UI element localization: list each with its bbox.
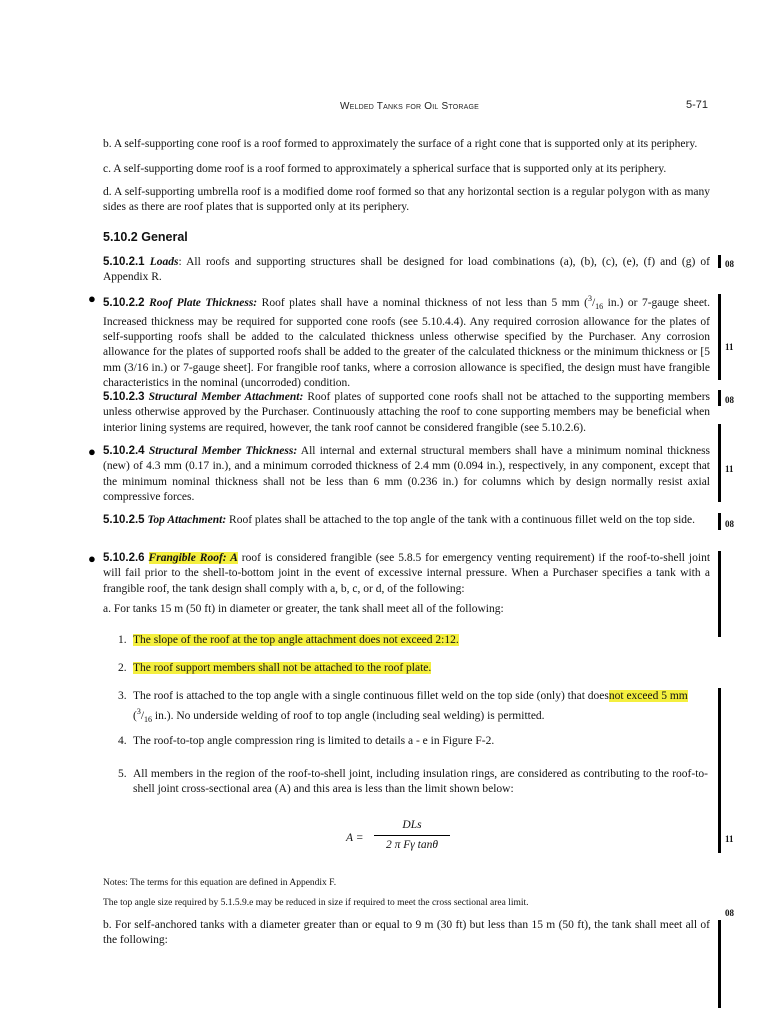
clause-5-10-2-3 bbox=[103, 390, 710, 436]
running-header: Welded Tanks for Oil Storage bbox=[340, 101, 479, 112]
clause-title: Roof Plate Thickness: bbox=[149, 296, 258, 309]
clause-number: 5.10.2.6 bbox=[103, 552, 145, 564]
clause-body-a: Roof plates shall have a nominal thickness of not less than 5 mm ( bbox=[257, 296, 588, 309]
item-number: 4. bbox=[118, 735, 127, 747]
margin-mark: 08 bbox=[725, 395, 734, 405]
section-heading: 5.10.2 General bbox=[103, 230, 188, 244]
fraction-bar bbox=[374, 835, 450, 836]
margin-mark: 11 bbox=[725, 342, 734, 352]
item-2 bbox=[133, 661, 708, 676]
clause-title: Structural Member Thickness: bbox=[148, 445, 298, 457]
revision-bullet: ● bbox=[88, 551, 96, 566]
clause-5-10-2-5 bbox=[103, 513, 710, 528]
intro-item-d: d. A self-supporting umbrella roof is a modified dome roof formed so that any horizontal section is a regular polygon with as many sides as there are roof plates that is supported only at its periphery. bbox=[103, 186, 710, 214]
clause-number: 5.10.2.1 bbox=[103, 256, 145, 268]
revision-bar bbox=[718, 424, 721, 502]
note-terms: Notes: The terms for this equation are defined in Appendix F. bbox=[103, 878, 337, 888]
clause-body: All internal and external structural members shall have a minimum nominal thickness (new) of 4.3 mm (0.17 in.), and a minimum corroded thickness of 2.4 mm (0.094 in.), respectively, in any component, except that the minimum nominal thickness shall not be less than 6 mm (0.236 in.) for columns which by design normally resist axial compressive forces. bbox=[103, 445, 711, 504]
condition-b: b. For self-anchored tanks with a diameter greater than or equal to 9 m (30 ft) but less than 15 m (50 ft), the tank shall meet all of the following: bbox=[103, 919, 710, 947]
margin-mark: 11 bbox=[725, 834, 734, 844]
note-top-angle: The top angle size required by 5.1.5.9.e may be reduced in size if required to meet the cross sectional area limit. bbox=[103, 898, 529, 908]
margin-mark: 08 bbox=[725, 259, 734, 269]
clause-number: 5.10.2.3 bbox=[103, 391, 145, 403]
revision-bar bbox=[718, 255, 721, 268]
revision-bullet: ● bbox=[88, 444, 96, 459]
clause-body-b: in.) or 7-gauge sheet. Increased thickness may be required for supported cone roofs (see 5.10.4.4). Any required corrosion allowance for the plates of self-supporting roofs shall be added to the calculated thickness unless otherwise specified by the Purchaser. Any corrosion allowance for the plates of supported roofs shall be added to the greater of the calculated thickness or the minimum thickness or [5 mm (3/16 in.) or 7-gauge sheet]. For frangible roof tanks, where a corrosion allowance is specified, the design must have frangible characteristics in the nominal (uncorroded) condition. bbox=[103, 296, 710, 390]
item-number: 3. bbox=[118, 690, 127, 702]
revision-bar bbox=[718, 920, 721, 1008]
equation-lhs: A = bbox=[346, 832, 364, 844]
page-number: 5-71 bbox=[686, 99, 709, 111]
item-1 bbox=[133, 633, 708, 648]
intro-item-c: c. A self-supporting dome roof is a roof formed to approximately a spherical surface that is supported only at its periphery. bbox=[103, 163, 667, 175]
clause-body: Roof plates of supported cone roofs shall not be attached to the supporting members unless otherwise approved by the Purchaser. Continuously attaching the roof to cone supporting members may be beneficial when interior lining systems are required, however, the tank roof cannot be considered frangible (see 5.10.2.6). bbox=[103, 391, 710, 434]
margin-mark: 08 bbox=[725, 908, 734, 918]
clause-title: Loads bbox=[149, 256, 179, 268]
item-3: The roof is attached to the top angle with a single continuous fillet weld on the top side (only) that doesnot exceed 5 mm ($^3/_{16}$ in.). No underside welding of roof to top angle (including seal welding) is permitted. bbox=[133, 690, 688, 725]
area-limit-equation bbox=[346, 818, 466, 858]
clause-body: : All roofs and supporting structures shall be designed for load combinations (a), (b), (c), (e), (f) and (g) of Appendix R. bbox=[103, 256, 710, 284]
equation-denominator: 2 π Fγ tanθ bbox=[385, 839, 439, 851]
clause-number: 5.10.2.5 bbox=[103, 514, 145, 526]
fraction-numerator: 3 bbox=[587, 294, 592, 303]
item-5: All members in the region of the roof-to-shell joint, including insulation rings, are considered as contributing to the roof-to-shell joint cross-sectional area (A) and this area is less than the limit shown below: bbox=[133, 768, 708, 796]
clause-5-10-2-6 bbox=[103, 551, 710, 597]
margin-mark: 08 bbox=[725, 519, 734, 529]
clause-title-highlighted: Frangible Roof: A bbox=[148, 552, 238, 564]
clause-body: roof is considered frangible (see 5.8.5 for emergency venting requirement) if the roof-to-shell joint will fail prior to the shell-to-bottom joint in the event of excessive internal pressure. When a Purchaser specifies a tank with a frangible roof, the tank design shall comply with a, b, c, or d, of the following: bbox=[103, 552, 711, 595]
clause-number: 5.10.2.4 bbox=[103, 445, 145, 457]
revision-bar bbox=[718, 551, 721, 637]
item-1-text-highlighted: The slope of the roof at the top angle attachment does not exceed 2:12. bbox=[133, 634, 459, 646]
clause-5-10-2-2: 5.10.2.2 Roof Plate Thickness: Roof plates shall have a nominal thickness of not less than 5 mm ($^3/_{16}$ in.) or 7-gauge sheet. Increased thickness may be required for supported cone roofs (see 5.10.4.4). Any required corrosion allowance for the plates of self-supporting roofs shall be added to the calculated thickness unless otherwise specified by the Purchaser. Any corrosion allowance for the plates of supported roofs shall be added to the greater of the calculated thickness or the minimum thickness or [5 mm (3/16 in.) or 7-gauge sheet]. For frangible roof tanks, where a corrosion allowance is specified, the design must have frangible characteristics in the nominal (uncorroded) condition. bbox=[103, 294, 710, 390]
item-number: 1. bbox=[118, 634, 127, 646]
clause-body: Roof plates shall be attached to the top angle of the tank with a continuous fillet weld on the top side. bbox=[226, 514, 695, 526]
clause-number: 5.10.2.2 bbox=[103, 296, 145, 309]
revision-bar bbox=[718, 513, 721, 530]
item-2-text-highlighted: The roof support members shall not be attached to the roof plate. bbox=[133, 662, 432, 674]
item-number: 2. bbox=[118, 662, 127, 674]
revision-bar bbox=[718, 688, 721, 853]
condition-a: a. For tanks 15 m (50 ft) in diameter or greater, the tank shall meet all of the following: bbox=[103, 603, 504, 615]
item-3-text-b: in.). No underside welding of roof to top angle (including seal welding) is permitted. bbox=[152, 710, 545, 723]
item-3-text-highlighted: not exceed 5 mm bbox=[608, 690, 688, 702]
revision-bar bbox=[718, 294, 721, 380]
clause-title: Structural Member Attachment: bbox=[148, 391, 304, 403]
clause-title: Top Attachment: bbox=[147, 514, 227, 526]
intro-item-b: b. A self-supporting cone roof is a roof formed to approximately the surface of a right cone that is supported only at its periphery. bbox=[103, 138, 698, 150]
equation-numerator: DLs bbox=[402, 819, 422, 831]
item-number: 5. bbox=[118, 768, 127, 780]
item-3-text-a: The roof is attached to the top angle with a single continuous fillet weld on the top side (only) that does bbox=[133, 690, 609, 702]
revision-bar bbox=[718, 390, 721, 406]
item-4: The roof-to-top angle compression ring is limited to details a - e in Figure F-2. bbox=[133, 735, 495, 747]
clause-5-10-2-1 bbox=[103, 255, 710, 286]
clause-5-10-2-4 bbox=[103, 444, 710, 506]
margin-mark: 11 bbox=[725, 464, 734, 474]
fraction-denominator: 16 bbox=[595, 302, 604, 312]
revision-bullet: ● bbox=[88, 291, 96, 306]
